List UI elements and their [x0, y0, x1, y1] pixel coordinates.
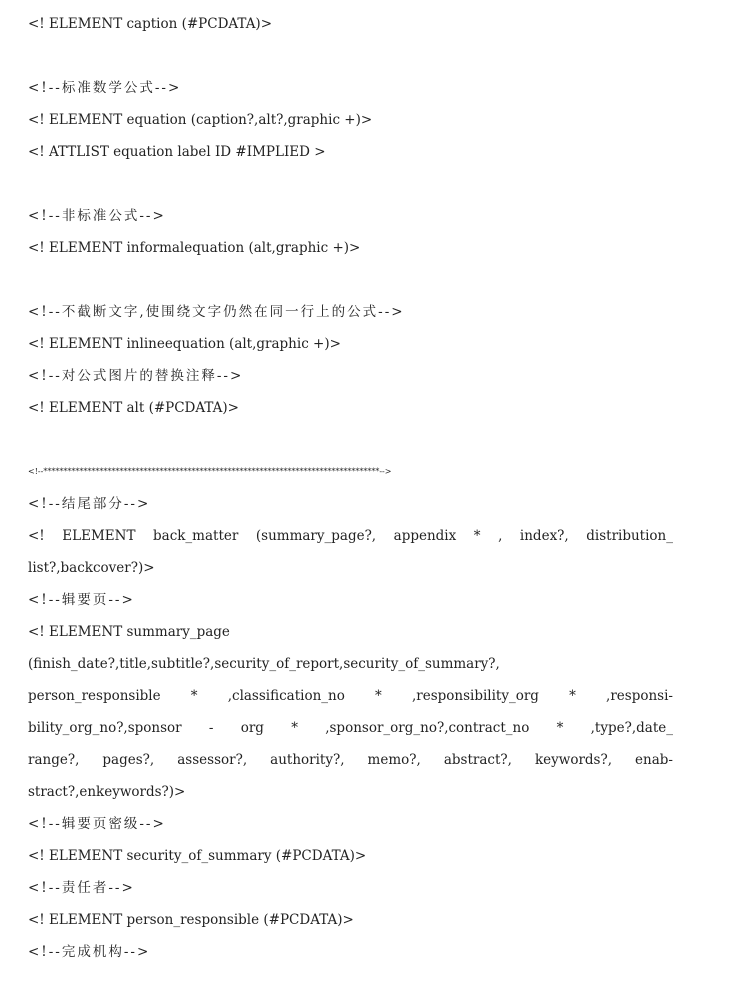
dtd-line: <! ELEMENT inlineequation (alt,graphic +)>	[28, 336, 341, 352]
dtd-line: <! ELEMENT security_of_summary (#PCDATA)>	[28, 848, 367, 864]
dtd-comment: <!--辑要页-->	[28, 592, 135, 608]
dtd-comment: <!--完成机构-->	[28, 944, 151, 960]
dtd-line: <! ATTLIST equation label ID #IMPLIED >	[28, 144, 326, 160]
dtd-line: person_responsible * ,classification_no * ,responsibility_org * ,responsi-	[28, 688, 673, 704]
dtd-line: <! ELEMENT summary_page	[28, 624, 230, 640]
dtd-comment: <!--标准数学公式-->	[28, 80, 182, 96]
dtd-comment: <!--非标准公式-->	[28, 208, 166, 224]
dtd-comment: <!--不截断文字,使围绕文字仍然在同一行上的公式-->	[28, 304, 405, 320]
dtd-comment: <!--结尾部分-->	[28, 496, 151, 512]
dtd-line: <! ELEMENT informalequation (alt,graphic +)>	[28, 240, 361, 256]
dtd-line: <! ELEMENT person_responsible (#PCDATA)>	[28, 912, 354, 928]
dtd-line: range?, pages?, assessor?, authority?, memo?, abstract?, keywords?, enab-	[28, 752, 673, 768]
dtd-line: (finish_date?,title,subtitle?,security_of_report,security_of_summary?,	[28, 656, 500, 672]
dtd-comment: <!--对公式图片的替换注释-->	[28, 368, 244, 384]
dtd-line: stract?,enkeywords?)>	[28, 784, 186, 800]
dtd-line: <! ELEMENT back_matter (summary_page?, appendix * , index?, distribution_	[28, 528, 673, 544]
dtd-line: <! ELEMENT caption (#PCDATA)>	[28, 16, 273, 32]
dtd-line: bility_org_no?,sponsor - org * ,sponsor_org_no?,contract_no * ,type?,date_	[28, 720, 673, 736]
dtd-line: <! ELEMENT alt (#PCDATA)>	[28, 400, 239, 416]
dtd-comment: <!--辑要页密级-->	[28, 816, 166, 832]
dtd-line: list?,backcover?)>	[28, 560, 155, 576]
dtd-line: <! ELEMENT equation (caption?,alt?,graphic +)>	[28, 112, 373, 128]
separator-comment: <!--************************************************************************************-->	[28, 467, 392, 476]
dtd-comment: <!--责任者-->	[28, 880, 135, 896]
